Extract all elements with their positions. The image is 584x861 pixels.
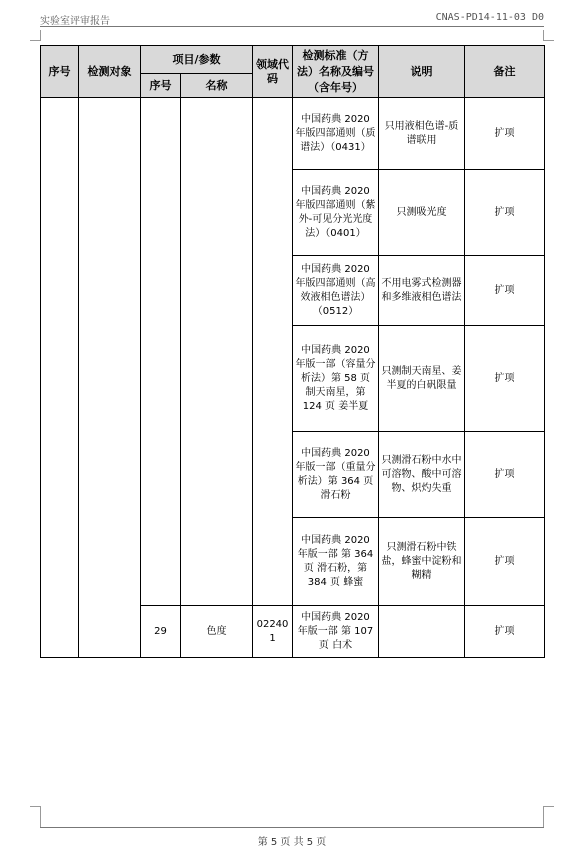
cell-item-name-merged bbox=[181, 98, 253, 606]
col-header-remark: 备注 bbox=[465, 46, 545, 98]
table-row-standard: 中国药典 2020 年版四部通则（紫外-可见分光光度法）（0401） bbox=[293, 170, 379, 256]
col-header-standard: 检测标准（方法）名称及编号（含年号） bbox=[293, 46, 379, 98]
cell-object-merged bbox=[79, 98, 141, 658]
table-row-note bbox=[379, 606, 465, 658]
cell-serial-merged bbox=[41, 98, 79, 658]
table-row-remark: 扩项 bbox=[465, 518, 545, 606]
table-row-note: 不用电雾式检测器和多维液相色谱法 bbox=[379, 256, 465, 326]
table-row-remark: 扩项 bbox=[465, 170, 545, 256]
table-row-remark: 扩项 bbox=[465, 98, 545, 170]
cell-field-code-merged bbox=[253, 98, 293, 606]
footer-divider bbox=[40, 827, 544, 828]
table-row-note: 只用液相色谱-质谱联用 bbox=[379, 98, 465, 170]
crop-mark-top-left bbox=[30, 30, 41, 41]
header-title: 实验室评审报告 bbox=[40, 16, 110, 27]
table-row-standard: 中国药典 2020 年版一部（容量分析法）第 58 页 制天南星，第 124 页 姜半夏 bbox=[293, 326, 379, 432]
table-row-remark: 扩项 bbox=[465, 326, 545, 432]
footer-page-number: 第 5 页 共 5 页 bbox=[257, 837, 327, 848]
table-row-item-serial: 29 bbox=[141, 606, 181, 658]
table-row-remark: 扩项 bbox=[465, 432, 545, 518]
crop-mark-bottom-right bbox=[543, 806, 554, 827]
col-header-item-group: 项目/参数 bbox=[141, 46, 253, 74]
table-row-note: 只测吸光度 bbox=[379, 170, 465, 256]
table-row-note: 只测滑石粉中水中可溶物、酸中可溶物、炽灼失重 bbox=[379, 432, 465, 518]
table-row-standard: 中国药典 2020 年版一部（重量分析法）第 364 页 滑石粉 bbox=[293, 432, 379, 518]
col-header-item-name: 名称 bbox=[181, 74, 253, 98]
header-divider bbox=[40, 26, 544, 27]
table-row-note: 只测制天南星、姜半夏的白矾限量 bbox=[379, 326, 465, 432]
header-doc-code: CNAS-PD14-11-03 D0 bbox=[435, 12, 544, 23]
crop-mark-bottom-left bbox=[30, 806, 41, 827]
crop-mark-top-right bbox=[543, 30, 554, 41]
table-row-item-name: 色度 bbox=[181, 606, 253, 658]
col-header-item-serial: 序号 bbox=[141, 74, 181, 98]
table-row-standard: 中国药典 2020 年版四部通则（高效液相色谱法）（0512） bbox=[293, 256, 379, 326]
col-header-object: 检测对象 bbox=[79, 46, 141, 98]
table-row-standard: 中国药典 2020 年版一部 第 107 页 白术 bbox=[293, 606, 379, 658]
col-header-serial: 序号 bbox=[41, 46, 79, 98]
col-header-note: 说明 bbox=[379, 46, 465, 98]
col-header-field-code: 领域代码 bbox=[253, 46, 293, 98]
table-row-remark: 扩项 bbox=[465, 606, 545, 658]
table-row-remark: 扩项 bbox=[465, 256, 545, 326]
table-row-field-code: 022401 bbox=[253, 606, 293, 658]
table-row-standard: 中国药典 2020 年版四部通则（质谱法）（0431） bbox=[293, 98, 379, 170]
cell-item-serial-merged bbox=[141, 98, 181, 606]
table-row-standard: 中国药典 2020 年版一部 第 364 页 滑石粉，第 384 页 蜂蜜 bbox=[293, 518, 379, 606]
table-row-note: 只测滑石粉中铁盐，蜂蜜中淀粉和糊精 bbox=[379, 518, 465, 606]
test-scope-table bbox=[40, 45, 545, 658]
